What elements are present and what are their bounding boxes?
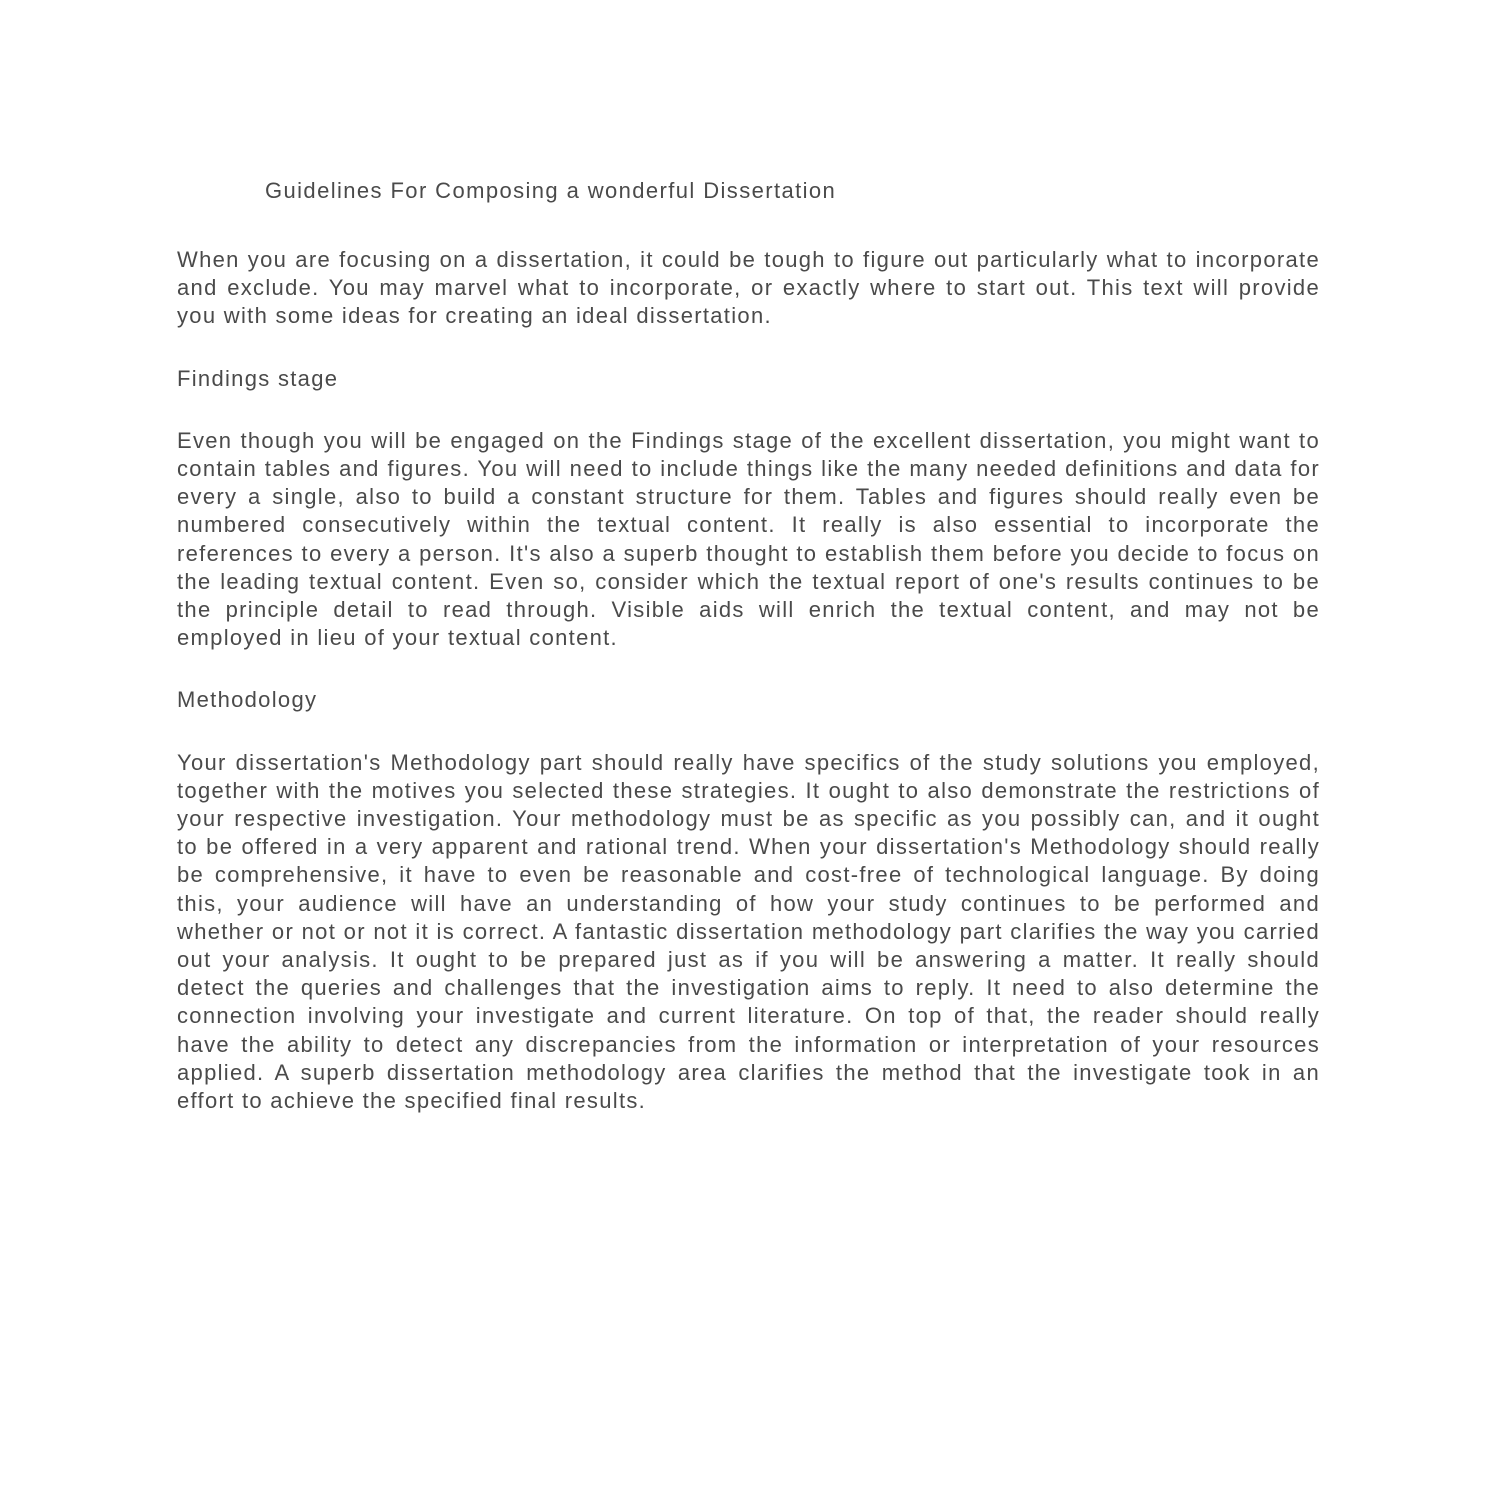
- document-title: Guidelines For Composing a wonderful Dissertation: [265, 178, 837, 203]
- intro-paragraph: When you are focusing on a dissertation, it could be tough to figure out particularly what to incorporate and exclude. You may marvel what to incorporate, or exactly where to start out. This text will provide you with some ideas for creating an ideal dissertation.: [177, 247, 1320, 329]
- document-page: [177, 170, 1320, 1149]
- section-heading-methodology: Methodology: [177, 687, 318, 713]
- section-heading-findings: Findings stage: [177, 365, 339, 391]
- methodology-paragraph: Your dissertation's Methodology part should really have specifics of the study solutions you employed, together with the motives you selected these strategies. It ought to also demonstrate the restrictions of your respective investigation. Your methodology must be as specific as you possibly can, and it ought to be offered in a very apparent and rational trend. When your dissertation's Methodology should really be comprehensive, it have to even be reasonable and cost-free of technological language. By doing this, your audience will have an understanding of how your study continues to be performed and whether or not or not it is correct. A fantastic dissertation methodology part clarifies the way you carried out your analysis. It ought to be prepared just as if you will be answering a matter. It really should detect the queries and challenges that the investigation aims to reply. It need to also determine the connection involving your investigate and current literature. On top of that, the reader should really have the ability to detect any discrepancies from the information or interpretation of your resources applied. A superb dissertation methodology area clarifies the method that the investigate took in an effort to achieve the specified final results.: [177, 749, 1320, 1114]
- findings-paragraph: Even though you will be engaged on the Findings stage of the excellent dissertation, you might want to contain tables and figures. You will need to include things like the many needed definitions and data for every a single, also to build a constant structure for them. Tables and figures should really even be numbered consecutively within the textual content. It really is also essential to incorporate the references to every a person. It's also a superb thought to establish them before you decide to focus on the leading textual content. Even so, consider which the textual report of one's results continues to be the principle detail to read through. Visible aids will enrich the textual content, and may not be employed in lieu of your textual content.: [177, 427, 1320, 651]
